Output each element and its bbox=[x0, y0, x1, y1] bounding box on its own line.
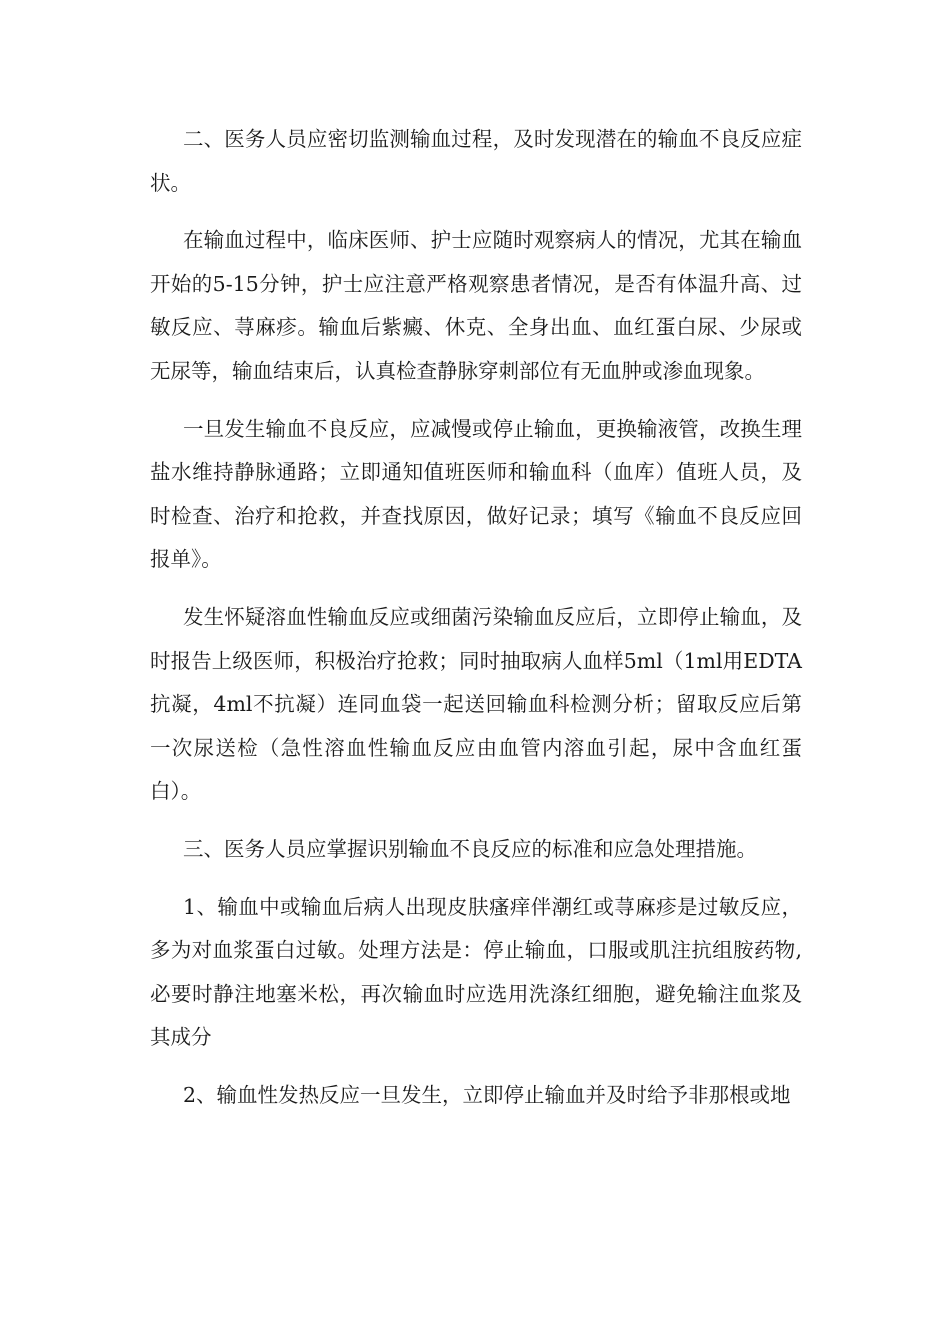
paragraph-section-two-heading: 二、医务人员应密切监测输血过程，及时发现潜在的输血不良反应症状。 bbox=[150, 127, 802, 195]
paragraph-hemolytic-reaction: 发生怀疑溶血性输血反应或细菌污染输血反应后，立即停止输血，及时报告上级医师，积极治疗抢救；同时抽取病人血样5ml（1ml用EDTA抗凝，4ml不抗凝）连同血袋一起送回输血科检测分析；留取反应后第一次尿送检（急性溶血性输血反应由血管内溶血引起，尿中含血红蛋白）。 bbox=[150, 604, 802, 804]
paragraph-adverse-reaction-response: 一旦发生输血不良反应，应减慢或停止输血，更换输液管，改换生理盐水维持静脉通路；立即通知值班医师和输血科（血库）值班人员，及时检查、治疗和抢救，并查找原因，做好记录；填写《输血不良反应回报单》。 bbox=[150, 416, 802, 572]
paragraph-allergic-reaction: 1、输血中或输血后病人出现皮肤瘙痒伴潮红或荨麻疹是过敏反应，多为对血浆蛋白过敏。处理方法是：停止输血，口服或肌注抗组胺药物,必要时静注地塞米松，再次输血时应选用洗涤红细胞，避免输注血浆及其成分 bbox=[150, 894, 802, 1050]
paragraph-febrile-reaction: 2、输血性发热反应一旦发生，立即停止输血并及时给予非那根或地 bbox=[183, 1082, 791, 1107]
paragraph-monitoring: 在输血过程中，临床医师、护士应随时观察病人的情况，尤其在输血开始的5-15分钟，护士应注意严格观察患者情况，是否有体温升高、过敏反应、荨麻疹。输血后紫癜、休克、全身出血、血红蛋白尿、少尿或无尿等，输血结束后，认真检查静脉穿刺部位有无血肿或渗血现象。 bbox=[150, 228, 802, 383]
document-body bbox=[150, 118, 802, 1117]
paragraph-section-three-heading: 三、医务人员应掌握识别输血不良反应的标准和应急处理措施。 bbox=[183, 836, 757, 861]
